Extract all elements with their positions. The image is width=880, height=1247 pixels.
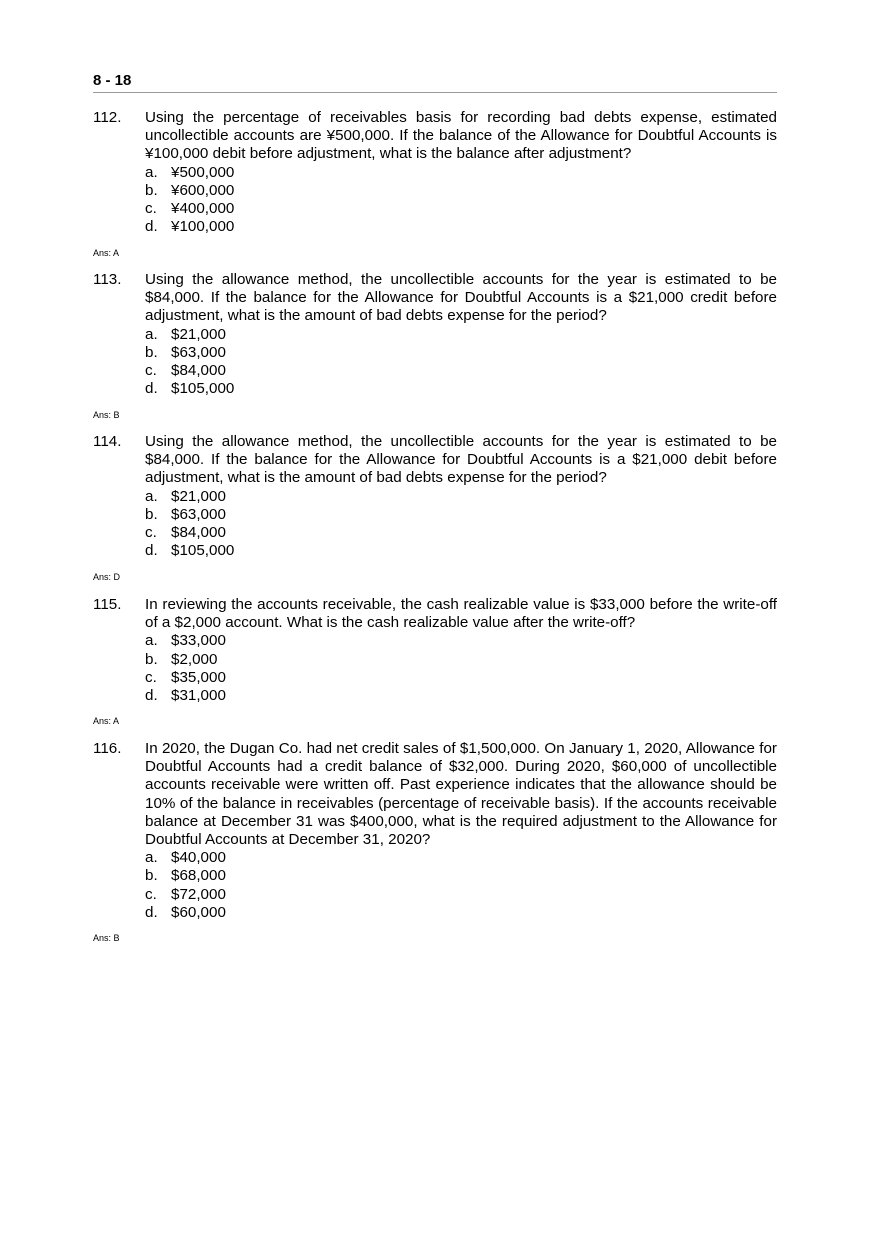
answer-113: Ans: B [93, 410, 120, 420]
option-value: ¥400,000 [171, 200, 235, 218]
option-value: $2,000 [171, 650, 218, 668]
option-a [145, 632, 777, 650]
option-letter: a. [145, 487, 158, 505]
answer-116: Ans: B [93, 933, 120, 943]
option-c [145, 362, 777, 380]
option-letter: d. [145, 542, 158, 560]
question-text: Using the allowance method, the uncollectible accounts for the year is estimated to be $84,000. If the balance for the Allowance for Doubtful Accounts is a $21,000 credit before adjustment, what is the amount of bad debts expense for the period? [145, 271, 777, 325]
option-value: $72,000 [171, 885, 226, 903]
option-list [145, 632, 777, 705]
question-114 [93, 433, 777, 560]
option-b [145, 182, 777, 200]
option-letter: a. [145, 632, 158, 650]
option-letter: a. [145, 163, 158, 181]
question-number: 114. [93, 433, 122, 450]
answer-115: Ans: A [93, 716, 120, 726]
option-letter: d. [145, 218, 158, 236]
option-list [145, 849, 777, 922]
option-d [145, 542, 777, 560]
option-value: $40,000 [171, 849, 226, 867]
question-text: Using the allowance method, the uncollectible accounts for the year is estimated to be $84,000. If the balance for the Allowance for Doubtful Accounts is a $21,000 debit before adjustment, what is the amount of bad debts expense for the period? [145, 433, 777, 487]
option-value: $68,000 [171, 867, 226, 885]
option-value: $60,000 [171, 903, 226, 921]
option-value: ¥100,000 [171, 218, 235, 236]
option-letter: d. [145, 687, 158, 705]
option-b [145, 344, 777, 362]
option-d [145, 218, 777, 236]
question-113 [93, 271, 777, 398]
option-value: $21,000 [171, 487, 226, 505]
option-value: ¥500,000 [171, 163, 235, 181]
option-value: $33,000 [171, 632, 226, 650]
option-value: $105,000 [171, 380, 235, 398]
option-a [145, 488, 777, 506]
question-text: In reviewing the accounts receivable, the cash realizable value is $33,000 before the write-off of a $2,000 account. What is the cash realizable value after the write-off? [145, 596, 777, 632]
page-header [93, 72, 777, 93]
option-list [145, 488, 777, 561]
option-letter: c. [145, 524, 157, 542]
option-letter: b. [145, 343, 158, 361]
answer-114: Ans: D [93, 572, 121, 582]
question-text: Using the percentage of receivables basis for recording bad debts expense, estimated uncollectible accounts are ¥500,000. If the balance of the Allowance for Doubtful Accounts is ¥100,000 debit before adjustment, what is the balance after adjustment? [145, 109, 777, 163]
option-c [145, 200, 777, 218]
option-list [145, 164, 777, 237]
option-list [145, 326, 777, 399]
page-number: 8 - 18 [93, 72, 132, 89]
option-letter: d. [145, 903, 158, 921]
option-value: $63,000 [171, 343, 226, 361]
option-value: $35,000 [171, 668, 226, 686]
option-letter: b. [145, 650, 158, 668]
option-b [145, 651, 777, 669]
option-b [145, 867, 777, 885]
question-number: 116. [93, 740, 122, 757]
option-a [145, 164, 777, 182]
option-letter: a. [145, 325, 158, 343]
question-number: 115. [93, 596, 122, 613]
option-a [145, 849, 777, 867]
option-value: $63,000 [171, 505, 226, 523]
option-value: $84,000 [171, 524, 226, 542]
option-letter: c. [145, 668, 157, 686]
option-letter: a. [145, 849, 158, 867]
option-value: $84,000 [171, 362, 226, 380]
option-d [145, 904, 777, 922]
answer-112: Ans: A [93, 248, 120, 258]
option-letter: c. [145, 200, 157, 218]
option-letter: b. [145, 505, 158, 523]
option-b [145, 506, 777, 524]
option-d [145, 380, 777, 398]
option-letter: c. [145, 885, 157, 903]
option-value: $21,000 [171, 325, 226, 343]
question-116 [93, 740, 777, 922]
option-c [145, 886, 777, 904]
question-text: In 2020, the Dugan Co. had net credit sales of $1,500,000. On January 1, 2020, Allowance for Doubtful Accounts had a credit balance of $32,000. During 2020, $60,000 of uncollectible accounts receivable were written off. Past experience indicates that the allowance should be 10% of the balance in receivables (percentage of receivable basis). If the accounts receivable balance at December 31 was $400,000, what is the required adjustment to the Allowance for Doubtful Accounts at December 31, 2020? [145, 740, 777, 849]
option-value: $105,000 [171, 542, 235, 560]
option-value: ¥600,000 [171, 181, 235, 199]
question-112 [93, 109, 777, 236]
option-letter: b. [145, 181, 158, 199]
question-number: 113. [93, 271, 122, 288]
question-115 [93, 596, 777, 705]
option-letter: d. [145, 380, 158, 398]
option-letter: b. [145, 867, 158, 885]
option-a [145, 326, 777, 344]
option-letter: c. [145, 362, 157, 380]
option-d [145, 687, 777, 705]
option-value: $31,000 [171, 687, 226, 705]
option-c [145, 669, 777, 687]
option-c [145, 524, 777, 542]
question-number: 112. [93, 109, 122, 126]
